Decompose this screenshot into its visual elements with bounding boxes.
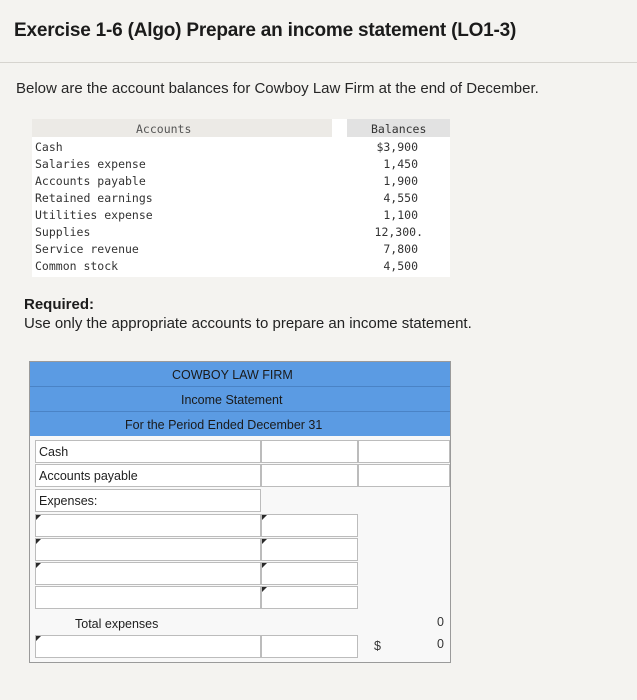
account-balance: 12,300. xyxy=(374,225,423,239)
page-title: Exercise 1-6 (Algo) Prepare an income statement (LO1-3) xyxy=(14,20,517,41)
row-label: Cash xyxy=(39,445,69,459)
input-marker-icon xyxy=(262,563,267,568)
net-income-value: 0 xyxy=(437,637,444,651)
account-name: Cash xyxy=(35,140,63,154)
account-balance: 4,500 xyxy=(383,259,418,273)
statement-row xyxy=(35,613,450,636)
account-balance: 1,900 xyxy=(383,174,418,188)
input-marker-icon xyxy=(262,587,267,592)
statement-period: For the Period Ended December 31 xyxy=(125,418,323,432)
balances-header-cell xyxy=(347,119,450,137)
amount-input[interactable] xyxy=(261,635,358,658)
income-statement-worksheet xyxy=(29,361,451,663)
account-name: Service revenue xyxy=(35,242,139,256)
amount-input[interactable] xyxy=(261,440,358,463)
account-name: Retained earnings xyxy=(35,191,153,205)
dropdown-marker-icon xyxy=(36,636,41,641)
account-select[interactable] xyxy=(35,562,261,585)
intro-text: Below are the account balances for Cowboy Law Firm at the end of December. xyxy=(16,80,539,97)
total-input[interactable] xyxy=(358,440,450,463)
amount-input[interactable] xyxy=(261,514,358,537)
account-balance: 7,800 xyxy=(383,242,418,256)
statement-row xyxy=(35,489,450,512)
divider xyxy=(0,62,637,63)
statement-row xyxy=(35,562,450,585)
statement-row xyxy=(35,440,450,463)
header-divider xyxy=(30,411,450,412)
amount-input[interactable] xyxy=(261,586,358,609)
statement-row xyxy=(35,464,450,487)
account-row xyxy=(32,190,450,207)
account-name: Salaries expense xyxy=(35,157,146,171)
balances-column-header: Balances xyxy=(371,122,427,136)
statement-row xyxy=(35,586,450,609)
company-name: COWBOY LAW FIRM xyxy=(172,368,293,382)
row-label: Total expenses xyxy=(75,617,159,631)
statement-header xyxy=(30,362,450,436)
amount-input[interactable] xyxy=(261,538,358,561)
account-balance: 1,450 xyxy=(383,157,418,171)
account-balance: 1,100 xyxy=(383,208,418,222)
dropdown-marker-icon xyxy=(36,515,41,520)
header-divider xyxy=(30,386,450,387)
account-name: Supplies xyxy=(35,225,91,239)
statement-row xyxy=(35,514,450,537)
statement-row xyxy=(35,635,450,658)
account-select[interactable] xyxy=(35,514,261,537)
amount-input[interactable] xyxy=(261,562,358,585)
row-label: Accounts payable xyxy=(39,469,138,483)
account-name: Accounts payable xyxy=(35,174,146,188)
account-row xyxy=(32,241,450,258)
account-balance: 4,550 xyxy=(383,191,418,205)
statement-name: Income Statement xyxy=(181,393,283,407)
net-income-output xyxy=(358,635,450,658)
accounts-header-cell xyxy=(32,119,332,137)
amount-input[interactable] xyxy=(261,464,358,487)
total-expenses-label-cell xyxy=(35,613,261,636)
account-balance: $3,900 xyxy=(376,140,418,154)
dropdown-marker-icon xyxy=(36,539,41,544)
accounts-column-header: Accounts xyxy=(136,122,192,136)
dropdown-marker-icon xyxy=(36,563,41,568)
total-input[interactable] xyxy=(358,464,450,487)
account-row xyxy=(32,139,450,156)
account-name: Common stock xyxy=(35,259,119,273)
input-marker-icon xyxy=(262,539,267,544)
account-name: Utilities expense xyxy=(35,208,153,222)
account-select[interactable] xyxy=(35,464,261,487)
account-row xyxy=(32,224,450,241)
account-select[interactable] xyxy=(35,538,261,561)
account-select[interactable] xyxy=(35,440,261,463)
account-select[interactable] xyxy=(35,586,261,609)
currency-symbol: $ xyxy=(374,639,381,653)
statement-row xyxy=(35,538,450,561)
input-marker-icon xyxy=(262,515,267,520)
required-label: Required: xyxy=(24,296,95,313)
account-select[interactable] xyxy=(35,635,261,658)
account-balances-table xyxy=(32,119,450,277)
account-row xyxy=(32,207,450,224)
row-label: Expenses: xyxy=(39,494,98,508)
total-expenses-value: 0 xyxy=(437,615,444,629)
account-row xyxy=(32,173,450,190)
account-row xyxy=(32,258,450,275)
account-row xyxy=(32,156,450,173)
required-instruction: Use only the appropriate accounts to prepare an income statement. xyxy=(24,315,472,332)
account-select[interactable] xyxy=(35,489,261,512)
total-expenses-output xyxy=(358,613,450,636)
